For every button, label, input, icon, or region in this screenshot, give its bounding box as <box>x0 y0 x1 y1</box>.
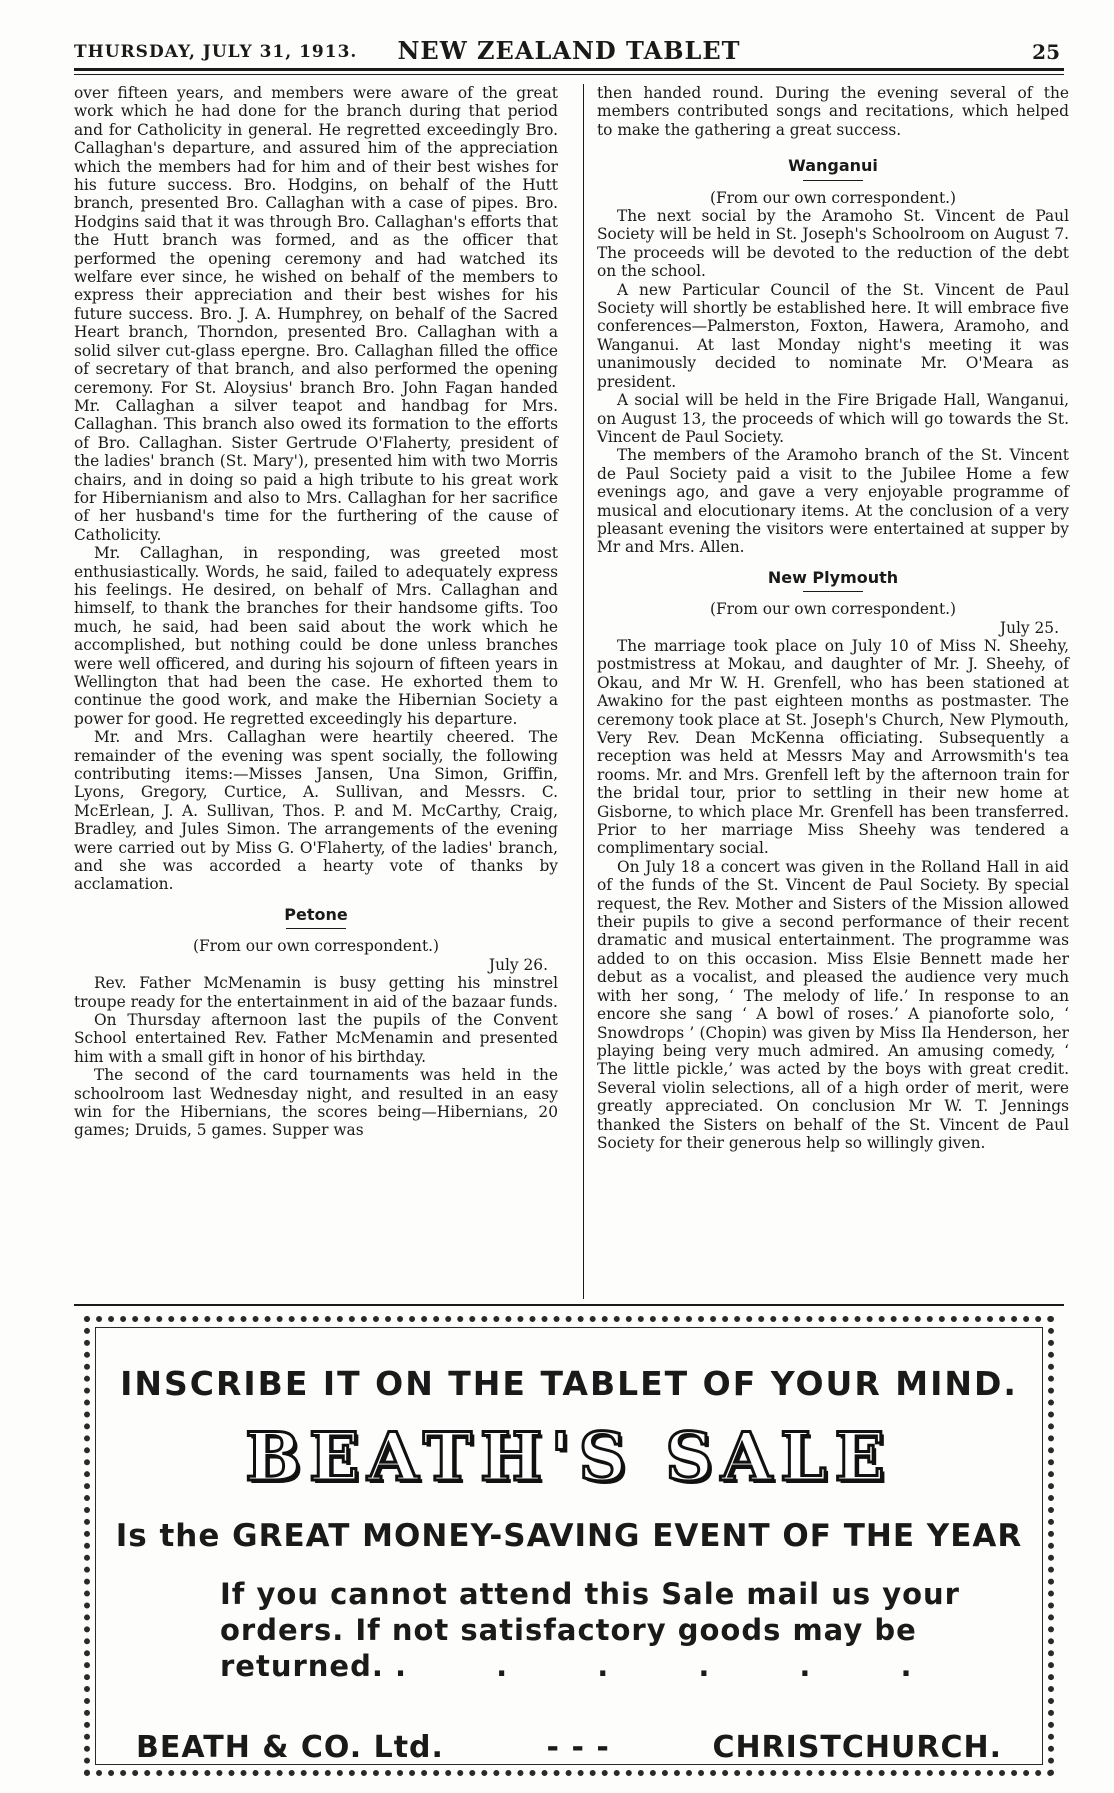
article-paragraph: Mr. Callaghan, in responding, was greeted most enthusiastically. Words, he said, failed to adequately express his feelings. He desired, on behalf of Mrs. Callaghan and himself, to thank the branches for their handsome gifts. Too much, he said, had been said about the work which he accomplished, but nothing could be done unless branches were well officered, and during his sojourn of fifteen years in Wellington that had been the case. He exhorted them to continue the good work, and make the Hibernian Society a power for good. He regretted exceedingly his departure. <box>74 544 558 728</box>
section-heading-petone: Petone <box>284 904 348 924</box>
article-paragraph: On July 18 a concert was given in the Rolland Hall in aid of the funds of the St. Vincent de Paul Society. By special request, the Rev. Mother and Sisters of the Mission allowed their pupils to give a second performance of their recent dramatic and musical entertainment. The programme was added to on this occasion. Miss Elsie Bennett made her debut as a vocalist, and pleased the audience very much with her song, ‘ The melody of life.’ In response to an encore she sang ‘ A bowl of roses.’ A pianoforte solo, ‘ Snowdrops ’ (Chopin) was given by Miss Ila Henderson, her playing being very much admired. An amusing comedy, ‘ The little pickle,’ was acted by the boys with great credit. Several violin selections, all of a high order of merit, were greatly appreciated. On conclusion Mr W. T. Jennings thanked the Sisters on behalf of the St. Vincent de Paul Society for their generous help so willingly given. <box>597 857 1069 1152</box>
section-heading-new-plymouth: New Plymouth <box>767 567 899 587</box>
dateline: July 26. <box>488 955 548 974</box>
article-paragraph: A social will be held in the Fire Brigade Hall, Wanganui, on August 13, the proceeds of which will go towards the St. Vincent de Paul Society. <box>597 391 1069 446</box>
heading-rule <box>803 180 863 181</box>
article-paragraph: over fifteen years, and members were aware of the great work which he had done for the branch during that period and for Catholicity in general. He regretted exceedingly Bro. Callaghan's departure, and assured him of the appreciation which the members had for him and of their best wishes for his future success. Bro. Hodgins, on behalf of the Hutt branch, presented Bro. Callaghan with a case of pipes. Bro. Hodgins said that it was through Bro. Callaghan's efforts that the Hutt branch was formed, and as the officer that performed the opening ceremony and had watched its welfare ever since, he wished on behalf of the members to express their appreciation and their best wishes for his future success. Bro. J. A. Humphrey, on behalf of the Sacred Heart branch, Thorndon, presented Bro. Callaghan with a solid silver cut-glass epergne. Bro. Callaghan filled the office of secretary of that branch, and also performed the opening ceremony. For St. Aloysius' branch Bro. John Fagan handed Mr. Callaghan a silver teapot and handbag for Mrs. Callaghan. This branch also owed its formation to the efforts of Bro. Callaghan. Sister Gertrude O'Flaherty, president of the ladies' branch (St. Mary'), presented him with two Morris chairs, and in doing so paid a high tribute to his great work for Hibernianism and also to Mrs. Callaghan for her sacrifice of her husband's time for the furthering of the cause of Catholicity. <box>74 84 558 544</box>
section-heading-wanganui: Wanganui <box>788 156 878 176</box>
dateline: July 25. <box>999 618 1059 637</box>
ad-dots: . . . . . . <box>394 1649 952 1683</box>
right-column <box>597 84 1069 1152</box>
advert-rule <box>74 1304 1064 1306</box>
ad-body <box>220 1576 988 1684</box>
article-paragraph: The next social by the Aramoho St. Vincent de Paul Society will be held in St. Joseph's Schoolroom on August 7. The proceeds will be devoted to the reduction of the debt on the school. <box>597 207 1069 281</box>
correspondent-line: (From our own correspondent.) <box>709 600 957 619</box>
issue-date: THURSDAY, JULY 31, 1913. <box>74 42 358 62</box>
heading-rule <box>286 928 346 929</box>
article-paragraph: The members of the Aramoho branch of the St. Vincent de Paul Society paid a visit to the Jubilee Home a few evenings ago, and gave a very enjoyable programme of musical and elocutionary items. At the conclusion of a very pleasant evening the visitors were entertained at supper by Mr and Mrs. Allen. <box>597 446 1069 557</box>
ad-separator: - - - <box>546 1730 610 1765</box>
ad-company: BEATH & CO. Ltd. <box>136 1730 444 1765</box>
column-divider <box>583 84 584 1299</box>
correspondent-line: (From our own correspondent.) <box>709 188 957 207</box>
article-paragraph: then handed round. During the evening several of the members contributed songs and recitations, which helped to make the gathering a great success. <box>597 84 1069 139</box>
left-column <box>74 84 558 1140</box>
ad-subtitle: Is the GREAT MONEY-SAVING EVENT OF THE YEAR <box>115 1518 1023 1554</box>
article-paragraph: The second of the card tournaments was held in the schoolroom last Wednesday night, and resulted in an easy win for the Hibernians, the scores being—Hibernians, 20 games; Druids, 5 games. Supper was <box>74 1066 558 1140</box>
beaths-sale-advertisement <box>84 1316 1054 1776</box>
article-paragraph: Mr. and Mrs. Callaghan were heartily cheered. The remainder of the evening was spent socially, the following contributing items:—Misses Jansen, Una Simon, Griffin, Lyons, Gregory, Curtice, A. Sullivan, and Messrs. C. McErlean, J. A. Sullivan, Thos. P. and M. McCarthy, Craig, Bradley, and Jules Simon. The arrangements of the evening were carried out by Miss G. O'Flaherty, of the ladies' branch, and she was accorded a hearty vote of thanks by acclamation. <box>74 728 558 894</box>
correspondent-line: (From our own correspondent.) <box>192 937 440 956</box>
article-paragraph: On Thursday afternoon last the pupils of the Convent School entertained Rev. Father McMenamin and presented him with a small gift in honor of his birthday. <box>74 1010 558 1066</box>
ad-body-text: If you cannot attend this Sale mail us your orders. If not satisfactory goods may be returned. <box>220 1577 960 1683</box>
article-paragraph: A new Particular Council of the St. Vincent de Paul Society will shortly be established here. It will embrace five conferences—Palmerston, Foxton, Hawera, Aramoho, and Wanganui. At last Monday night's meeting it was unanimously decided to nominate Mr. O'Meara as president. <box>597 280 1069 391</box>
page-number: 25 <box>1032 40 1060 64</box>
header-rule <box>74 74 1064 75</box>
article-paragraph: Rev. Father McMenamin is busy getting his minstrel troupe ready for the entertainment in aid of the bazaar funds. <box>74 974 558 1011</box>
ad-title: BEATH'S SALE <box>245 1418 893 1496</box>
heading-rule <box>803 591 863 592</box>
page-header <box>74 34 1064 71</box>
ad-city: CHRISTCHURCH. <box>712 1730 1002 1765</box>
masthead-title: NEW ZEALAND TABLET <box>397 36 741 65</box>
ad-tagline: INSCRIBE IT ON THE TABLET OF YOUR MIND. <box>120 1364 1018 1403</box>
ad-footer <box>136 1730 1002 1765</box>
article-paragraph: The marriage took place on July 10 of Miss N. Sheehy, postmistress at Mokau, and daughter of Mr. J. Sheehy, of Okau, and Mr W. H. Grenfell, who has been stationed at Awakino for the past eighteen months as postmaster. The ceremony took place at St. Joseph's Church, New Plymouth, Very Rev. Dean McKenna officiating. Subsequently a reception was held at Messrs May and Arrowsmith's tea rooms. Mr. and Mrs. Grenfell left by the afternoon train for the bridal tour, prior to settling in their new home at Gisborne, to which place Mr. Grenfell has been transferred. Prior to her marriage Miss Sheehy was tendered a complimentary social. <box>597 636 1069 858</box>
